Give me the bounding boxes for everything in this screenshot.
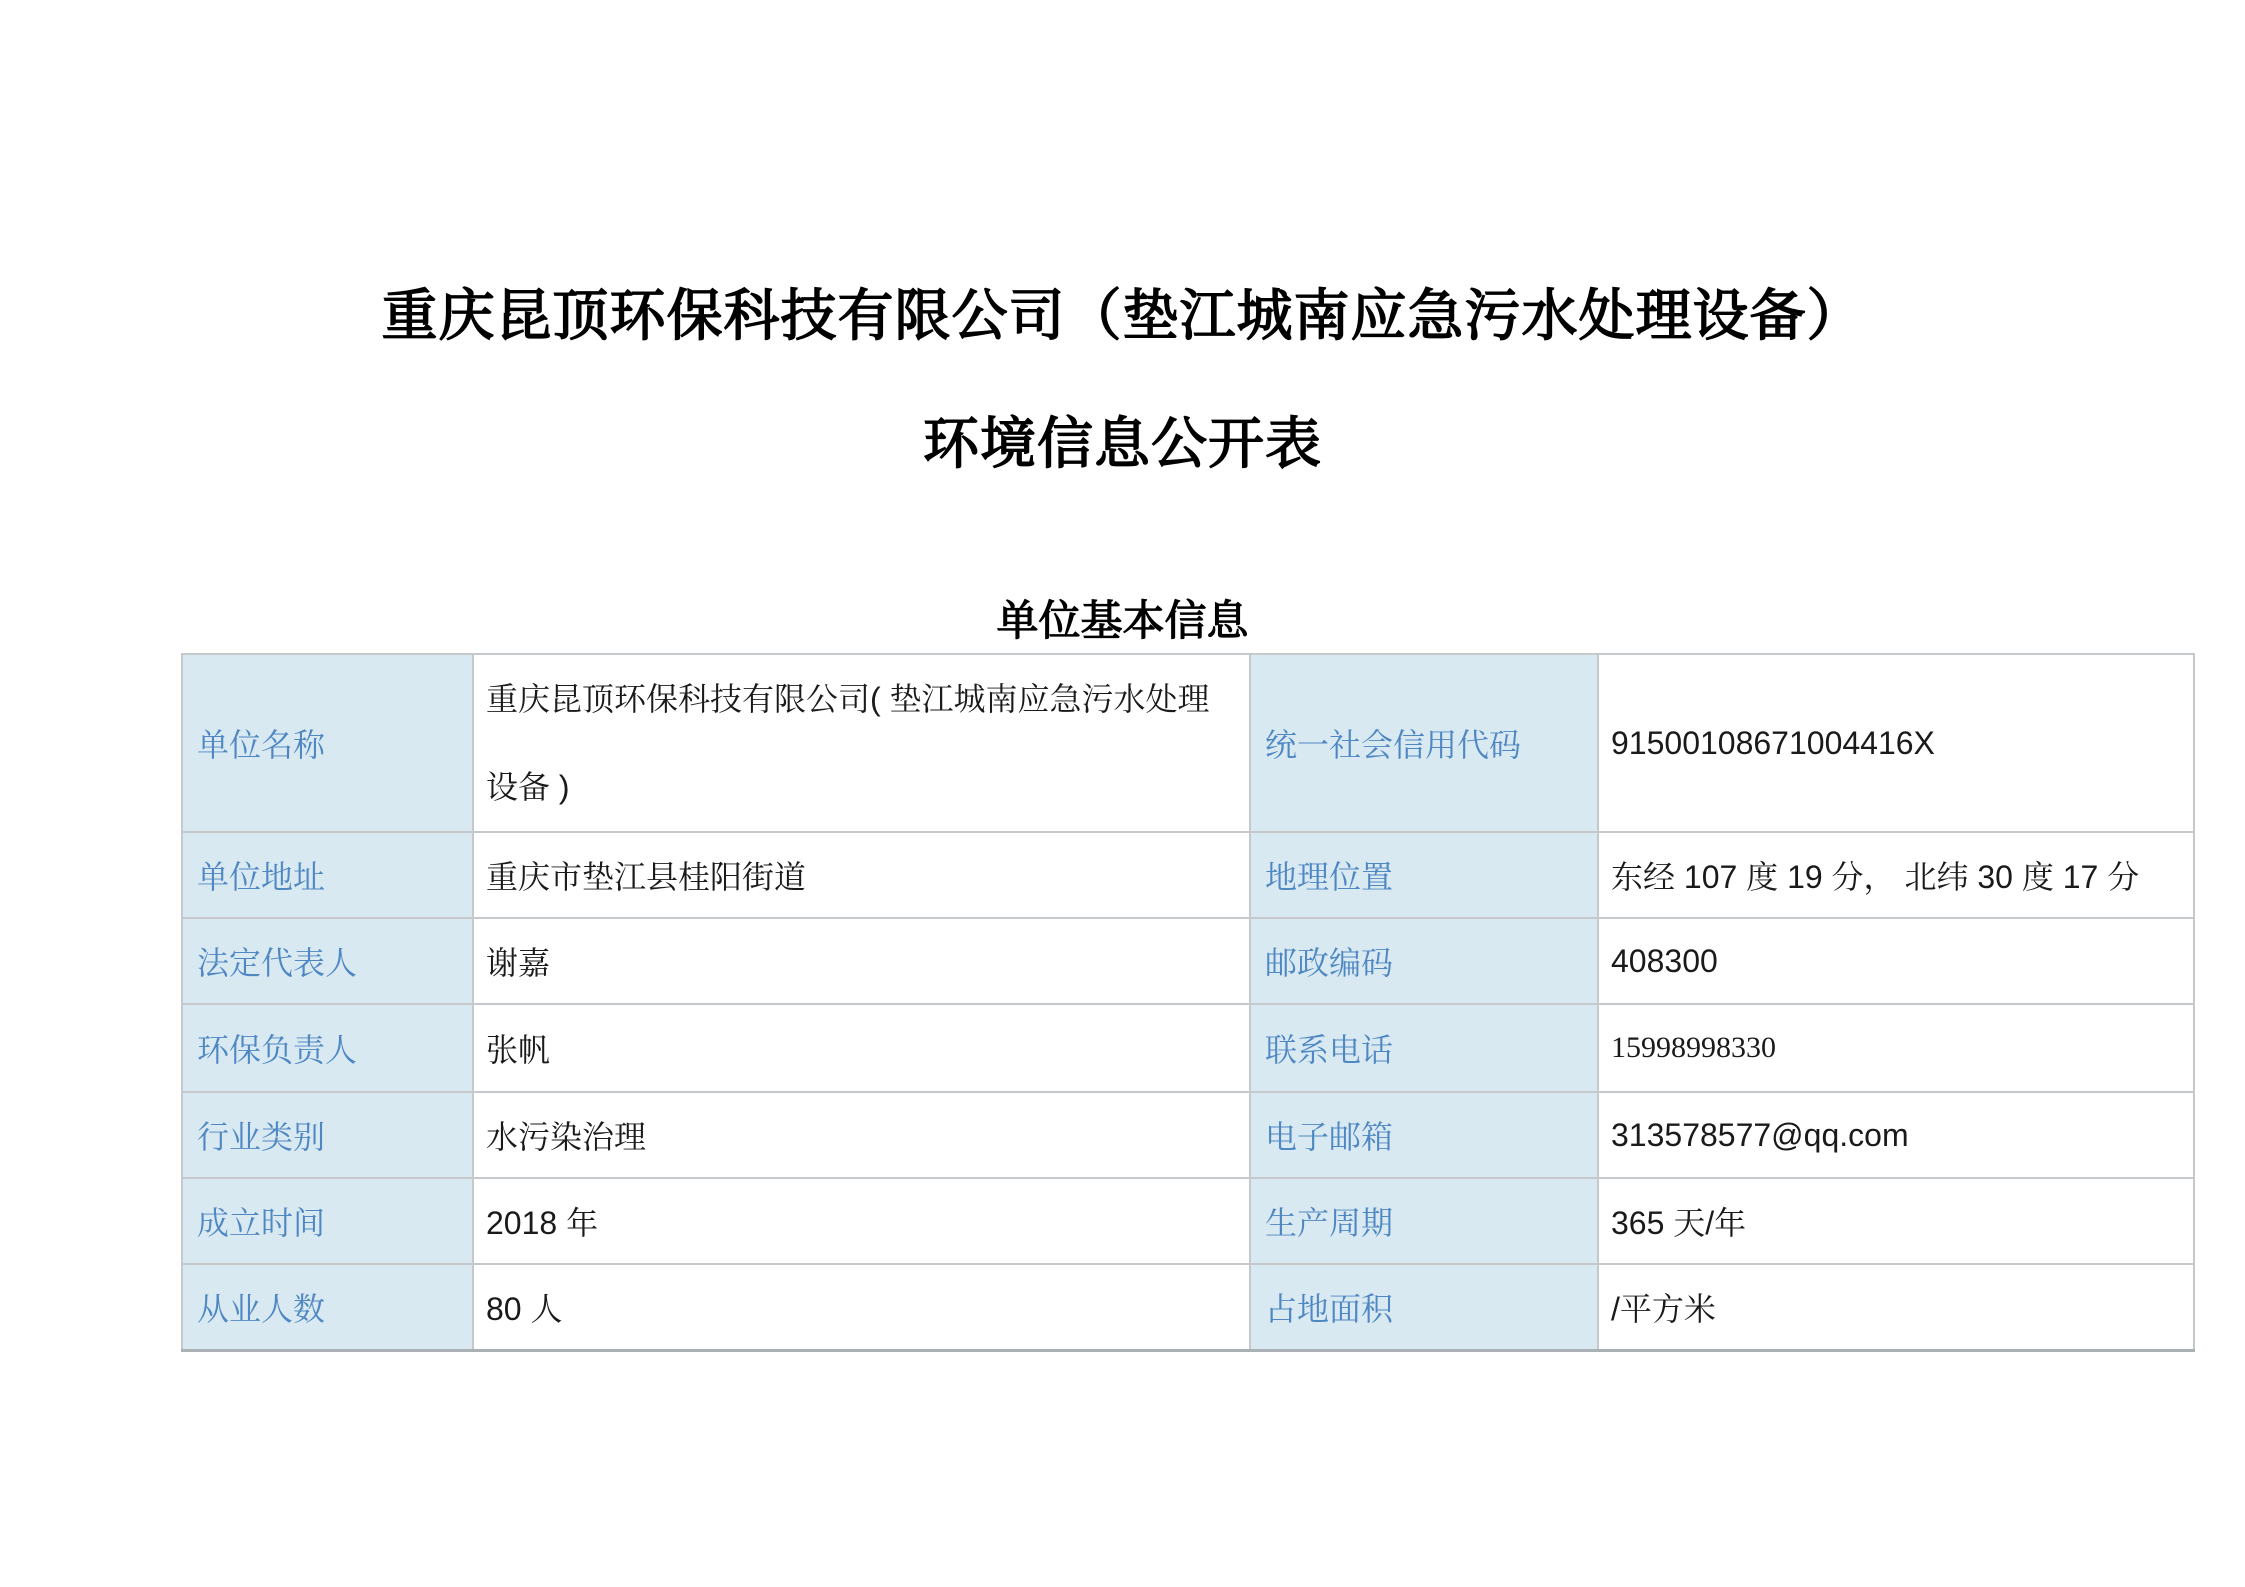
row-value-employee-count: 80 人	[473, 1264, 1250, 1350]
table-row	[182, 1178, 2194, 1264]
doc-title: 重庆昆顶环保科技有限公司（垫江城南应急污水处理设备）	[381, 284, 1864, 347]
row-value-unit-address: 重庆市垫江县桂阳街道	[473, 832, 1250, 918]
row-value-contact-phone: 15998998330	[1598, 1004, 2194, 1092]
row-value-land-area: /平方米	[1598, 1264, 2194, 1350]
table-row	[182, 918, 2194, 1004]
row-value-email: 313578577@qq.com	[1598, 1092, 2194, 1178]
row-label-email: 电子邮箱	[1250, 1092, 1598, 1178]
row-value-unit-name: 重庆昆顶环保科技有限公司( 垫江城南应急污水处理设备 )	[473, 654, 1250, 832]
row-label-industry-category: 行业类别	[182, 1092, 473, 1178]
table-row	[182, 1004, 2194, 1092]
row-label-credit-code: 统一社会信用代码	[1250, 654, 1598, 832]
row-label-postal-code: 邮政编码	[1250, 918, 1598, 1004]
row-label-legal-representative: 法定代表人	[182, 918, 473, 1004]
basic-info-table	[181, 653, 2195, 1352]
table-row	[182, 832, 2194, 918]
row-label-env-manager: 环保负责人	[182, 1004, 473, 1092]
row-label-founding-date: 成立时间	[182, 1178, 473, 1264]
row-label-contact-phone: 联系电话	[1250, 1004, 1598, 1092]
row-value-legal-representative: 谢嘉	[473, 918, 1250, 1004]
table-row	[182, 1264, 2194, 1350]
row-label-employee-count: 从业人数	[182, 1264, 473, 1350]
row-value-postal-code: 408300	[1598, 918, 2194, 1004]
table-row	[182, 1092, 2194, 1178]
row-value-geo-location: 东经 107 度 19 分， 北纬 30 度 17 分	[1598, 832, 2194, 918]
row-label-unit-name: 单位名称	[182, 654, 473, 832]
row-label-unit-address: 单位地址	[182, 832, 473, 918]
table-row	[182, 654, 2194, 832]
row-value-founding-date: 2018 年	[473, 1178, 1250, 1264]
row-label-production-cycle: 生产周期	[1250, 1178, 1598, 1264]
row-value-env-manager: 张帆	[473, 1004, 1250, 1092]
row-label-geo-location: 地理位置	[1250, 832, 1598, 918]
row-value-credit-code: 91500108671004416X	[1598, 654, 2194, 832]
row-label-land-area: 占地面积	[1250, 1264, 1598, 1350]
doc-subtitle: 环境信息公开表	[923, 412, 1322, 475]
section-title: 单位基本信息	[996, 597, 1249, 644]
row-value-production-cycle: 365 天/年	[1598, 1178, 2194, 1264]
row-value-industry-category: 水污染治理	[473, 1092, 1250, 1178]
